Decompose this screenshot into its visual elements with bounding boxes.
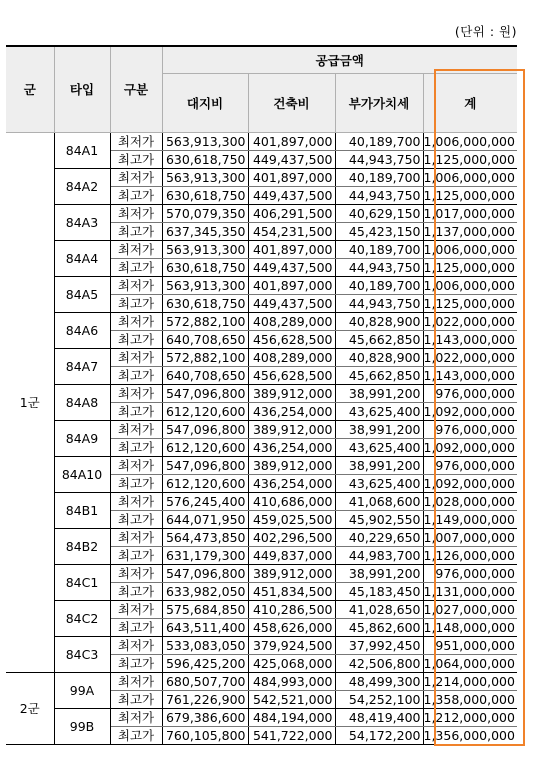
category-cell: 최고가 (110, 222, 162, 240)
vat-cell: 40,189,700 (335, 276, 423, 294)
vat-cell: 40,229,650 (335, 528, 423, 546)
building-cost-cell: 542,521,000 (248, 690, 335, 708)
total-cell: 1,007,000,000 (423, 529, 515, 545)
vat-cell: 38,991,200 (335, 420, 423, 438)
table-row (6, 600, 517, 618)
table-row (6, 240, 517, 258)
type-cell: 84A10 (54, 456, 110, 492)
vat-cell: 44,983,700 (335, 546, 423, 564)
table-row (6, 276, 517, 294)
category-cell: 최고가 (110, 726, 162, 744)
land-cost-cell: 576,245,400 (162, 492, 248, 510)
land-cost-cell: 563,913,300 (162, 132, 248, 150)
total-cell: 1,148,000,000 (423, 619, 515, 635)
building-cost-cell: 408,289,000 (248, 348, 335, 366)
total-cell: 1,017,000,000 (423, 205, 515, 221)
table-row (6, 528, 517, 546)
building-cost-cell: 449,437,500 (248, 294, 335, 312)
table-row (6, 204, 517, 222)
building-cost-cell: 401,897,000 (248, 132, 335, 150)
building-cost-cell: 436,254,000 (248, 474, 335, 492)
table-row (6, 312, 517, 330)
header-group: 군 (6, 46, 54, 132)
land-cost-cell: 547,096,800 (162, 564, 248, 582)
category-cell: 최고가 (110, 366, 162, 384)
header-category: 구분 (110, 46, 162, 132)
land-cost-cell: 630,618,750 (162, 294, 248, 312)
table-row (6, 672, 517, 690)
building-cost-cell: 484,194,000 (248, 708, 335, 726)
category-cell: 최저가 (110, 132, 162, 150)
total-cell: 1,006,000,000 (423, 133, 515, 149)
category-cell: 최저가 (110, 204, 162, 222)
type-cell: 84C3 (54, 636, 110, 672)
type-cell: 84A9 (54, 420, 110, 456)
land-cost-cell: 547,096,800 (162, 420, 248, 438)
land-cost-cell: 564,473,850 (162, 528, 248, 546)
category-cell: 최저가 (110, 564, 162, 582)
header-total: 계 (423, 73, 517, 132)
building-cost-cell: 454,231,500 (248, 222, 335, 240)
land-cost-cell: 563,913,300 (162, 168, 248, 186)
land-cost-cell: 596,425,200 (162, 654, 248, 672)
category-cell: 최고가 (110, 546, 162, 564)
building-cost-cell: 449,437,500 (248, 186, 335, 204)
building-cost-cell: 401,897,000 (248, 168, 335, 186)
category-cell: 최고가 (110, 186, 162, 204)
land-cost-cell: 761,226,900 (162, 690, 248, 708)
category-cell: 최저가 (110, 240, 162, 258)
table-row (6, 456, 517, 474)
vat-cell: 44,943,750 (335, 258, 423, 276)
total-cell: 1,092,000,000 (423, 475, 515, 491)
building-cost-cell: 484,993,000 (248, 672, 335, 690)
total-cell: 1,028,000,000 (423, 493, 515, 509)
building-cost-cell: 410,286,500 (248, 600, 335, 618)
total-cell: 1,143,000,000 (423, 367, 515, 383)
total-cell: 976,000,000 (423, 420, 517, 438)
category-cell: 최저가 (110, 528, 162, 546)
building-cost-cell: 410,686,000 (248, 492, 335, 510)
land-cost-cell: 644,071,950 (162, 510, 248, 528)
land-cost-cell: 679,386,600 (162, 708, 248, 726)
land-cost-cell: 640,708,650 (162, 366, 248, 384)
building-cost-cell: 379,924,500 (248, 636, 335, 654)
total-cell: 1,064,000,000 (423, 655, 515, 671)
land-cost-cell: 633,982,050 (162, 582, 248, 600)
table-row (6, 492, 517, 510)
land-cost-cell: 630,618,750 (162, 258, 248, 276)
land-cost-cell: 575,684,850 (162, 600, 248, 618)
category-cell: 최저가 (110, 636, 162, 654)
land-cost-cell: 760,105,800 (162, 726, 248, 744)
type-cell: 84A3 (54, 204, 110, 240)
vat-cell: 45,902,550 (335, 510, 423, 528)
vat-cell: 44,943,750 (335, 186, 423, 204)
total-cell: 1,125,000,000 (423, 151, 515, 167)
vat-cell: 48,419,400 (335, 708, 423, 726)
category-cell: 최저가 (110, 672, 162, 690)
vat-cell: 40,828,900 (335, 312, 423, 330)
land-cost-cell: 533,083,050 (162, 636, 248, 654)
building-cost-cell: 389,912,000 (248, 456, 335, 474)
total-cell: 1,006,000,000 (423, 241, 515, 257)
category-cell: 최고가 (110, 690, 162, 708)
total-cell: 1,125,000,000 (423, 295, 515, 311)
land-cost-cell: 563,913,300 (162, 276, 248, 294)
vat-cell: 38,991,200 (335, 456, 423, 474)
type-cell: 84A1 (54, 132, 110, 168)
vat-cell: 45,662,850 (335, 330, 423, 348)
type-cell: 84B1 (54, 492, 110, 528)
building-cost-cell: 456,628,500 (248, 330, 335, 348)
header-building-cost: 건축비 (248, 73, 335, 132)
type-cell: 84A8 (54, 384, 110, 420)
total-cell: 1,092,000,000 (423, 403, 515, 419)
vat-cell: 44,943,750 (335, 294, 423, 312)
land-cost-cell: 643,511,400 (162, 618, 248, 636)
land-cost-cell: 680,507,700 (162, 672, 248, 690)
type-cell: 84A2 (54, 168, 110, 204)
vat-cell: 38,991,200 (335, 564, 423, 582)
category-cell: 최저가 (110, 348, 162, 366)
category-cell: 최고가 (110, 654, 162, 672)
land-cost-cell: 630,618,750 (162, 186, 248, 204)
vat-cell: 43,625,400 (335, 402, 423, 420)
type-cell: 84A6 (54, 312, 110, 348)
total-cell: 1,027,000,000 (423, 601, 515, 617)
building-cost-cell: 401,897,000 (248, 240, 335, 258)
table-row (6, 348, 517, 366)
building-cost-cell: 436,254,000 (248, 438, 335, 456)
vat-cell: 45,423,150 (335, 222, 423, 240)
total-cell: 1,126,000,000 (423, 547, 515, 563)
total-cell: 1,214,000,000 (423, 673, 515, 689)
vat-cell: 40,189,700 (335, 240, 423, 258)
total-cell: 1,125,000,000 (423, 187, 515, 203)
category-cell: 최고가 (110, 402, 162, 420)
type-cell: 84A4 (54, 240, 110, 276)
total-cell: 1,131,000,000 (423, 583, 515, 599)
vat-cell: 42,506,800 (335, 654, 423, 672)
vat-cell: 43,625,400 (335, 474, 423, 492)
category-cell: 최저가 (110, 384, 162, 402)
vat-cell: 45,662,850 (335, 366, 423, 384)
vat-cell: 44,943,750 (335, 150, 423, 168)
building-cost-cell: 449,437,500 (248, 150, 335, 168)
total-cell: 1,212,000,000 (423, 709, 515, 725)
building-cost-cell: 451,834,500 (248, 582, 335, 600)
total-cell: 1,006,000,000 (423, 277, 515, 293)
category-cell: 최고가 (110, 294, 162, 312)
vat-cell: 45,862,600 (335, 618, 423, 636)
table-row (6, 564, 517, 582)
category-cell: 최저가 (110, 492, 162, 510)
vat-cell: 40,828,900 (335, 348, 423, 366)
table-row (6, 636, 517, 654)
category-cell: 최고가 (110, 474, 162, 492)
category-cell: 최고가 (110, 258, 162, 276)
land-cost-cell: 547,096,800 (162, 456, 248, 474)
type-cell: 99B (54, 708, 110, 744)
category-cell: 최고가 (110, 330, 162, 348)
building-cost-cell: 389,912,000 (248, 564, 335, 582)
building-cost-cell: 389,912,000 (248, 384, 335, 402)
category-cell: 최고가 (110, 438, 162, 456)
category-cell: 최고가 (110, 618, 162, 636)
building-cost-cell: 406,291,500 (248, 204, 335, 222)
vat-cell: 41,028,650 (335, 600, 423, 618)
building-cost-cell: 449,837,000 (248, 546, 335, 564)
category-cell: 최저가 (110, 168, 162, 186)
building-cost-cell: 456,628,500 (248, 366, 335, 384)
type-cell: 84B2 (54, 528, 110, 564)
group-cell: 1군 (6, 132, 54, 672)
building-cost-cell: 436,254,000 (248, 402, 335, 420)
total-cell: 1,125,000,000 (423, 259, 515, 275)
header-supply-amount: 공급금액 (162, 46, 517, 73)
total-cell: 1,149,000,000 (423, 511, 515, 527)
category-cell: 최고가 (110, 150, 162, 168)
building-cost-cell: 449,437,500 (248, 258, 335, 276)
land-cost-cell: 612,120,600 (162, 402, 248, 420)
land-cost-cell: 612,120,600 (162, 438, 248, 456)
building-cost-cell: 389,912,000 (248, 420, 335, 438)
land-cost-cell: 572,882,100 (162, 312, 248, 330)
building-cost-cell: 402,296,500 (248, 528, 335, 546)
category-cell: 최저가 (110, 276, 162, 294)
vat-cell: 41,068,600 (335, 492, 423, 510)
land-cost-cell: 612,120,600 (162, 474, 248, 492)
table-row (6, 384, 517, 402)
total-cell: 1,092,000,000 (423, 439, 515, 455)
total-cell: 1,356,000,000 (423, 727, 515, 743)
total-cell: 1,143,000,000 (423, 331, 515, 347)
category-cell: 최고가 (110, 510, 162, 528)
land-cost-cell: 563,913,300 (162, 240, 248, 258)
vat-cell: 45,183,450 (335, 582, 423, 600)
land-cost-cell: 631,179,300 (162, 546, 248, 564)
building-cost-cell: 459,025,500 (248, 510, 335, 528)
category-cell: 최저가 (110, 456, 162, 474)
land-cost-cell: 570,079,350 (162, 204, 248, 222)
table-row (6, 132, 517, 150)
type-cell: 84C1 (54, 564, 110, 600)
vat-cell: 48,499,300 (335, 672, 423, 690)
land-cost-cell: 572,882,100 (162, 348, 248, 366)
type-cell: 84C2 (54, 600, 110, 636)
total-cell: 1,022,000,000 (423, 313, 515, 329)
vat-cell: 43,625,400 (335, 438, 423, 456)
supply-price-table (6, 45, 517, 745)
total-cell: 1,022,000,000 (423, 349, 515, 365)
vat-cell: 40,189,700 (335, 168, 423, 186)
type-cell: 99A (54, 672, 110, 708)
land-cost-cell: 640,708,650 (162, 330, 248, 348)
type-cell: 84A5 (54, 276, 110, 312)
total-cell: 976,000,000 (423, 384, 517, 402)
category-cell: 최고가 (110, 582, 162, 600)
header-type: 타입 (54, 46, 110, 132)
total-cell: 976,000,000 (423, 564, 517, 582)
category-cell: 최저가 (110, 600, 162, 618)
table-body (6, 132, 517, 744)
building-cost-cell: 408,289,000 (248, 312, 335, 330)
category-cell: 최저가 (110, 312, 162, 330)
vat-cell: 38,991,200 (335, 384, 423, 402)
table-row (6, 708, 517, 726)
building-cost-cell: 458,626,000 (248, 618, 335, 636)
unit-label: (단위 : 원) (454, 24, 517, 39)
category-cell: 최저가 (110, 420, 162, 438)
total-cell: 1,137,000,000 (423, 223, 515, 239)
vat-cell: 54,252,100 (335, 690, 423, 708)
vat-cell: 40,189,700 (335, 132, 423, 150)
type-cell: 84A7 (54, 348, 110, 384)
building-cost-cell: 425,068,000 (248, 654, 335, 672)
total-cell: 1,358,000,000 (423, 691, 515, 707)
group-cell: 2군 (6, 672, 54, 744)
building-cost-cell: 401,897,000 (248, 276, 335, 294)
table-row (6, 420, 517, 438)
vat-cell: 40,629,150 (335, 204, 423, 222)
table-row (6, 168, 517, 186)
total-cell: 1,006,000,000 (423, 169, 515, 185)
land-cost-cell: 630,618,750 (162, 150, 248, 168)
vat-cell: 37,992,450 (335, 636, 423, 654)
vat-cell: 54,172,200 (335, 726, 423, 744)
table-header (6, 46, 517, 132)
header-vat: 부가가치세 (335, 73, 423, 132)
total-cell: 976,000,000 (423, 456, 517, 474)
header-land-cost: 대지비 (162, 73, 248, 132)
category-cell: 최저가 (110, 708, 162, 726)
building-cost-cell: 541,722,000 (248, 726, 335, 744)
total-cell: 951,000,000 (423, 636, 517, 654)
land-cost-cell: 547,096,800 (162, 384, 248, 402)
land-cost-cell: 637,345,350 (162, 222, 248, 240)
